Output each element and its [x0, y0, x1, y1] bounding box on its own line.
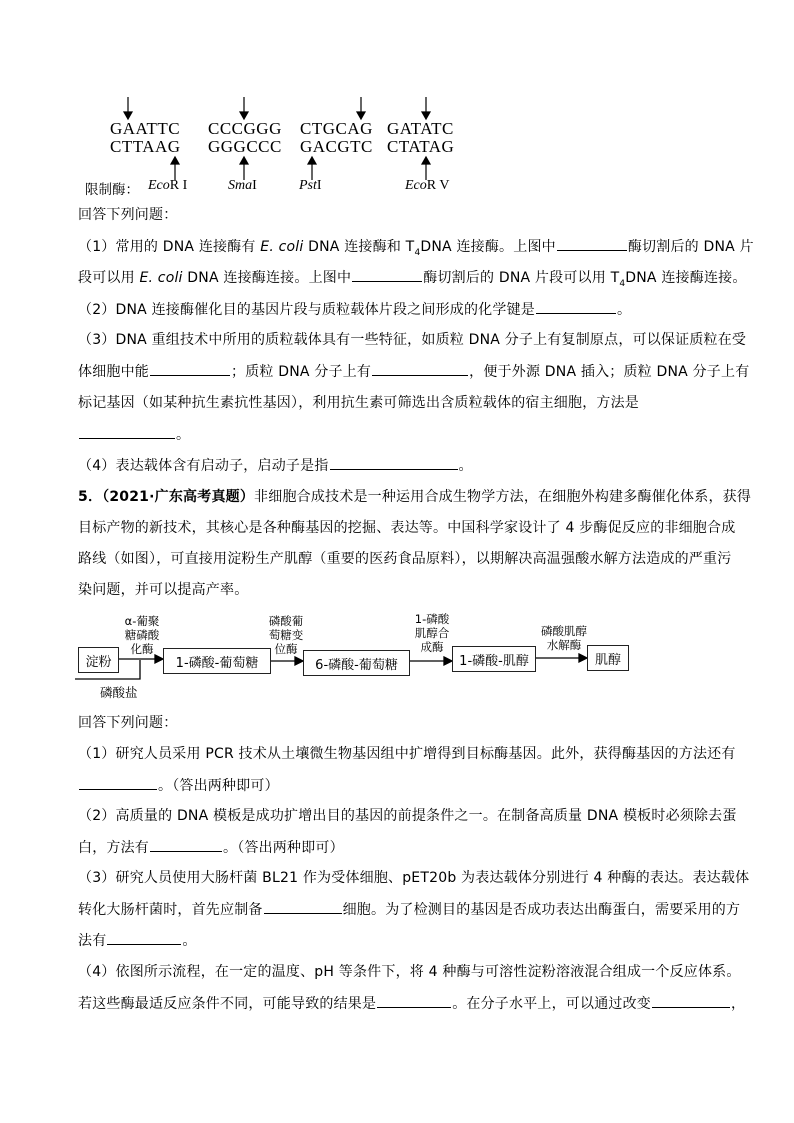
q5-blank-1[interactable]: [79, 775, 157, 790]
q4-part3-line2: 体细胞中能 ；质粒 DNA 分子上有 ，便于外源 DNA 插入；质粒 DNA 分子上有: [78, 361, 749, 382]
q5-blank-5[interactable]: [377, 993, 451, 1008]
q5-part2-line2: 白，方法有 。（答出两种即可）: [78, 837, 344, 858]
top-strand-2: CCCGGG: [208, 119, 282, 138]
box-inositol: 肌醇: [587, 645, 629, 671]
q5-part2-line1: （2）高质量的 DNA 模板是成功扩增出目的基因的前提条件之一。在制备高质量 DNA 模板时必须除去蛋: [78, 808, 737, 824]
q5-part3-line2: 转化大肠杆菌时，首先应制备 细胞。为了检测目的基因是否成功表达出酶蛋白，需要采用的方: [78, 899, 740, 920]
q4-part3-line4: 。: [78, 424, 190, 445]
q5-blank-6[interactable]: [652, 993, 730, 1008]
q5-part4-line2: 若这些酶最适反应条件不同，可能导致的结果是 。在分子水平上，可以通过改变 ，: [78, 993, 745, 1014]
q5-part3-line3: 法有 。: [78, 930, 197, 951]
q4-blank-1[interactable]: [557, 236, 627, 251]
box-i1p: 1-磷酸-肌醇: [452, 646, 536, 672]
q5-stem-line2: 目标产物的新技术，其核心是各种酶基因的挖掘、表达等。中国科学家设计了 4 步酶促反应的非细胞合成: [78, 520, 736, 536]
q4-part2: （2）DNA 连接酶催化目的基因片段与质粒载体片段之间形成的化学键是 。: [78, 299, 631, 320]
q5-intro: 回答下列问题：: [78, 715, 178, 731]
restriction-arrows: [0, 0, 794, 200]
q4-blank-4[interactable]: [150, 361, 230, 376]
q4-blank-5[interactable]: [372, 361, 468, 376]
q4-blank-6[interactable]: [79, 424, 175, 439]
q5-blank-3[interactable]: [264, 899, 342, 914]
q5-stem-line4: 染问题，并可以提高产率。: [78, 582, 249, 598]
q5-part1-line2: 。（答出两种即可）: [78, 775, 279, 796]
q4-blank-2[interactable]: [352, 267, 422, 282]
top-strand-4: GATATC: [387, 119, 454, 138]
enzyme-inositol-monophosphatase: 磷酸肌醇 水解酶: [541, 624, 587, 652]
q4-intro: 回答下列问题：: [78, 207, 178, 223]
box-starch: 淀粉: [78, 647, 119, 673]
q5-stem-line1: 5．（2021·广东高考真题）非细胞合成技术是一种运用合成生物学方法，在细胞外构建多酶催化体系，获得: [78, 489, 752, 505]
q4-blank-7[interactable]: [330, 455, 458, 470]
enzyme-ecorv: EcoR V: [405, 178, 450, 193]
q4-part4: （4）表达载体含有启动子，启动子是指 。: [78, 455, 473, 476]
top-strand-3: CTGCAG: [300, 119, 373, 138]
enzyme-inositol-1p-synthase: 1-磷酸 肌醇合 成酶: [414, 612, 450, 654]
q5-part3-line1: （3）研究人员使用大肠杆菌 BL21 作为受体细胞、pET20b 为表达载体分别进行 4 种酶的表达。表达载体: [78, 870, 750, 886]
bottom-strand-3: GACGTC: [300, 137, 373, 156]
enzyme-label-prefix: 限制酶：: [85, 182, 139, 198]
q5-part1-line1: （1）研究人员采用 PCR 技术从土壤微生物基因组中扩增得到目标酶基因。此外，获得酶基因的方法还有: [78, 746, 736, 762]
enzyme-psti: PstI: [299, 178, 322, 193]
bottom-strand-4: CTATAG: [387, 137, 455, 156]
bottom-strand-1: CTTAAG: [110, 137, 181, 156]
bottom-strand-2: GGGCCC: [208, 137, 282, 156]
input-phosphate: 磷酸盐: [100, 685, 138, 700]
enzyme-ecori: EcoR I: [148, 178, 188, 193]
q4-blank-3[interactable]: [536, 299, 616, 314]
q5-blank-4[interactable]: [107, 930, 181, 945]
enzyme-smai: SmaI: [228, 178, 257, 193]
box-g6p: 6-磷酸-葡萄糖: [303, 650, 410, 676]
q4-part3-line1: （3）DNA 重组技术中所用的质粒载体具有一些特征，如质粒 DNA 分子上有复制原点，可以保证质粒在受: [78, 332, 747, 348]
enzyme-alpha-glucan-phosphorylase: α-葡聚 糖磷酸 化酶: [124, 614, 160, 656]
enzyme-phosphoglucomutase: 磷酸葡 萄糖变 位酶: [268, 614, 304, 656]
q4-part1-line2: 段可以用 E. coli DNA 连接酶连接。上图中 酶切割后的 DNA 片段可以用 $T_4DNA$ 连接酶连接。: [78, 267, 747, 294]
q5-blank-2[interactable]: [150, 837, 222, 852]
q5-stem-line3: 路线（如图），可直接用淀粉生产肌醇（重要的医药食品原料），以期解决高温强酸水解方法造成的严重污: [78, 551, 732, 567]
box-g1p: 1-磷酸-葡萄糖: [163, 648, 271, 674]
top-strand-1: GAATTC: [110, 119, 181, 138]
q4-part1-line1: （1）常用的 DNA 连接酶有 E. coli DNA 连接酶和 $T_4DNA$ 连接酶。上图中 酶切割后的 DNA 片: [78, 236, 754, 263]
q4-part3-line3: 标记基因（如某种抗生素抗性基因），利用抗生素可筛选出含质粒载体的宿主细胞，方法是: [78, 395, 639, 411]
q5-part4-line1: （4）依图所示流程，在一定的温度、pH 等条件下，将 4 种酶与可溶性淀粉溶液混合组成一个反应体系。: [78, 964, 741, 980]
